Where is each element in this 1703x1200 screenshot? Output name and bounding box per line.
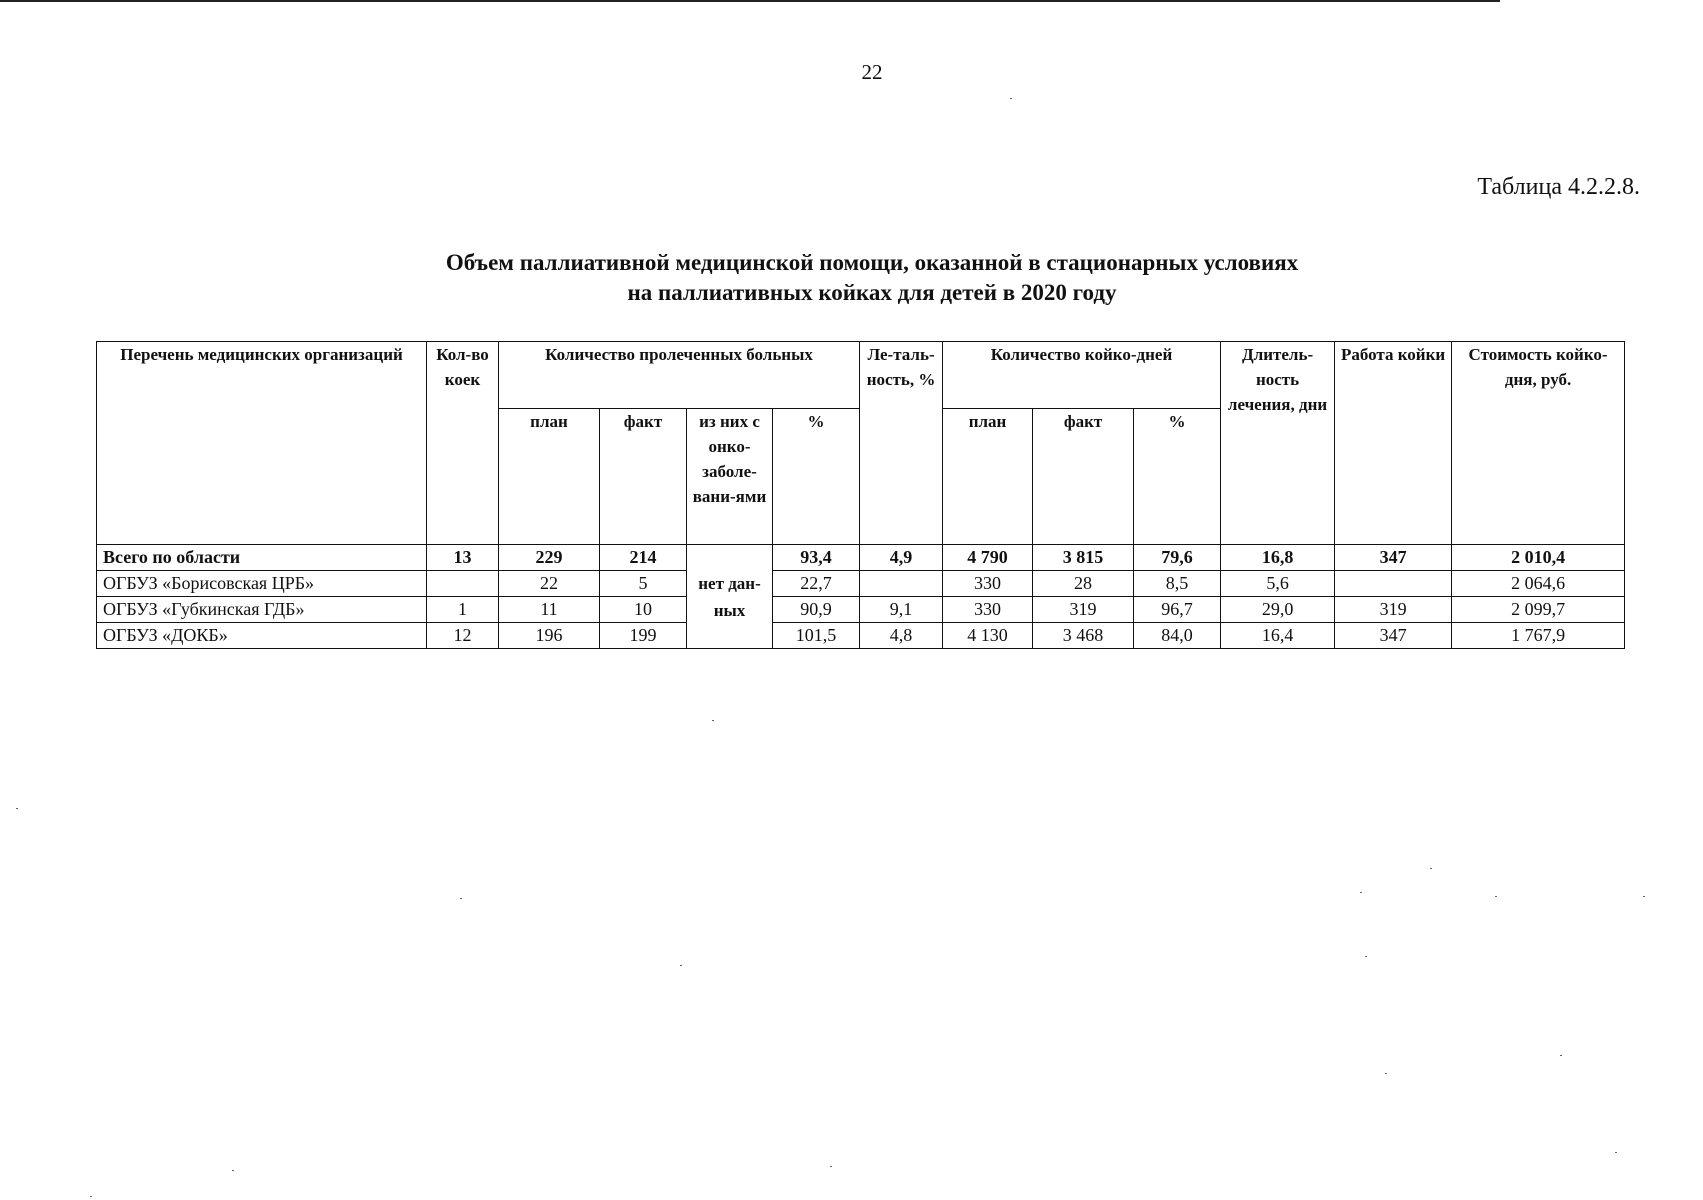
cell-duration: 16,4 [1221, 623, 1335, 649]
cell-duration: 5,6 [1221, 571, 1335, 597]
cell-org: ОГБУЗ «ДОКБ» [97, 623, 427, 649]
cell-percent: 90,9 [773, 597, 860, 623]
subheader-bed-days-fact: факт [1033, 409, 1134, 545]
cell-org: ОГБУЗ «Губкинская ГДБ» [97, 597, 427, 623]
cell-bed-work: 319 [1335, 597, 1452, 623]
page-number: 22 [861, 60, 883, 84]
cell-mortality [860, 571, 943, 597]
scan-speck [830, 1166, 832, 1167]
cell-org: ОГБУЗ «Борисовская ЦРБ» [97, 571, 427, 597]
table-row [97, 597, 1625, 623]
scan-speck [1360, 892, 1362, 893]
palliative-care-table [96, 341, 1625, 649]
table-title-line-2: на паллиативных койках для детей в 2020 году [627, 280, 1117, 305]
page-top-edge-line [0, 0, 1500, 2]
subheader-plan: план [499, 409, 600, 545]
table-row [97, 571, 1625, 597]
subheader-fact: факт [600, 409, 687, 545]
scan-speck [460, 898, 462, 899]
cell-bed-days-plan: 4 790 [943, 545, 1033, 571]
header-beds: Кол-во коек [427, 342, 499, 545]
scan-speck [680, 965, 682, 966]
cell-bed-days-plan: 4 130 [943, 623, 1033, 649]
no-data-text: нет дан-ных [698, 573, 761, 620]
cell-cost: 2 099,7 [1452, 597, 1625, 623]
header-duration: Длитель-ность лечения, дни [1221, 342, 1335, 545]
scan-speck [1365, 956, 1367, 957]
scan-speck [712, 720, 714, 721]
subheader-onco: из них с онко-заболе-вани-ями [687, 409, 773, 545]
subheader-bed-days-percent: % [1134, 409, 1221, 545]
table-title [0, 248, 1703, 308]
scan-speck [1643, 896, 1645, 897]
cell-percent: 22,7 [773, 571, 860, 597]
table-title-line-1: Объем паллиативной медицинской помощи, оказанной в стационарных условиях [445, 250, 1299, 275]
cell-percent: 101,5 [773, 623, 860, 649]
header-row-top [97, 342, 1625, 409]
header-patients-group: Количество пролеченных больных [499, 342, 860, 409]
header-org: Перечень медицинских организаций [97, 342, 427, 545]
cell-bed-work: 347 [1335, 545, 1452, 571]
header-mortality: Ле-таль-ность, % [860, 342, 943, 545]
cell-plan: 22 [499, 571, 600, 597]
table-row-total [97, 545, 1625, 571]
cell-bed-days-fact: 319 [1033, 597, 1134, 623]
cell-plan: 229 [499, 545, 600, 571]
cell-bed-days-percent: 84,0 [1134, 623, 1221, 649]
cell-org: Всего по области [97, 545, 427, 571]
scan-speck [90, 1196, 92, 1197]
header-bed-work: Работа койки [1335, 342, 1452, 545]
cell-cost: 2 010,4 [1452, 545, 1625, 571]
table-row [97, 623, 1625, 649]
scan-speck [1615, 1152, 1617, 1153]
scan-speck [1385, 1073, 1387, 1074]
cell-bed-days-fact: 3 468 [1033, 623, 1134, 649]
cell-bed-days-percent: 79,6 [1134, 545, 1221, 571]
cell-fact: 10 [600, 597, 687, 623]
scan-speck [1010, 98, 1012, 99]
cell-percent: 93,4 [773, 545, 860, 571]
cell-duration: 29,0 [1221, 597, 1335, 623]
cell-cost: 1 767,9 [1452, 623, 1625, 649]
cell-bed-work: 347 [1335, 623, 1452, 649]
cell-mortality: 4,9 [860, 545, 943, 571]
cell-bed-days-percent: 96,7 [1134, 597, 1221, 623]
header-bed-days-group: Количество койко-дней [943, 342, 1221, 409]
table-label: Таблица 4.2.2.8. [1477, 174, 1640, 200]
cell-bed-days-plan: 330 [943, 571, 1033, 597]
subheader-bed-days-plan: план [943, 409, 1033, 545]
cell-bed-days-fact: 3 815 [1033, 545, 1134, 571]
cell-bed-days-percent: 8,5 [1134, 571, 1221, 597]
cell-fact: 214 [600, 545, 687, 571]
header-cost: Стоимость койко-дня, руб. [1452, 342, 1625, 545]
cell-no-data [687, 545, 773, 649]
cell-bed-days-fact: 28 [1033, 571, 1134, 597]
cell-bed-work [1335, 571, 1452, 597]
cell-beds: 12 [427, 623, 499, 649]
cell-mortality: 9,1 [860, 597, 943, 623]
scan-speck [16, 808, 18, 809]
cell-beds [427, 571, 499, 597]
scan-speck [232, 1170, 234, 1171]
cell-plan: 11 [499, 597, 600, 623]
scan-speck [1430, 868, 1432, 869]
cell-fact: 199 [600, 623, 687, 649]
cell-fact: 5 [600, 571, 687, 597]
cell-beds: 13 [427, 545, 499, 571]
cell-cost: 2 064,6 [1452, 571, 1625, 597]
cell-duration: 16,8 [1221, 545, 1335, 571]
cell-beds: 1 [427, 597, 499, 623]
cell-bed-days-plan: 330 [943, 597, 1033, 623]
cell-plan: 196 [499, 623, 600, 649]
scan-speck [1495, 896, 1497, 897]
scan-speck [1560, 1055, 1562, 1056]
subheader-percent: % [773, 409, 860, 545]
cell-mortality: 4,8 [860, 623, 943, 649]
